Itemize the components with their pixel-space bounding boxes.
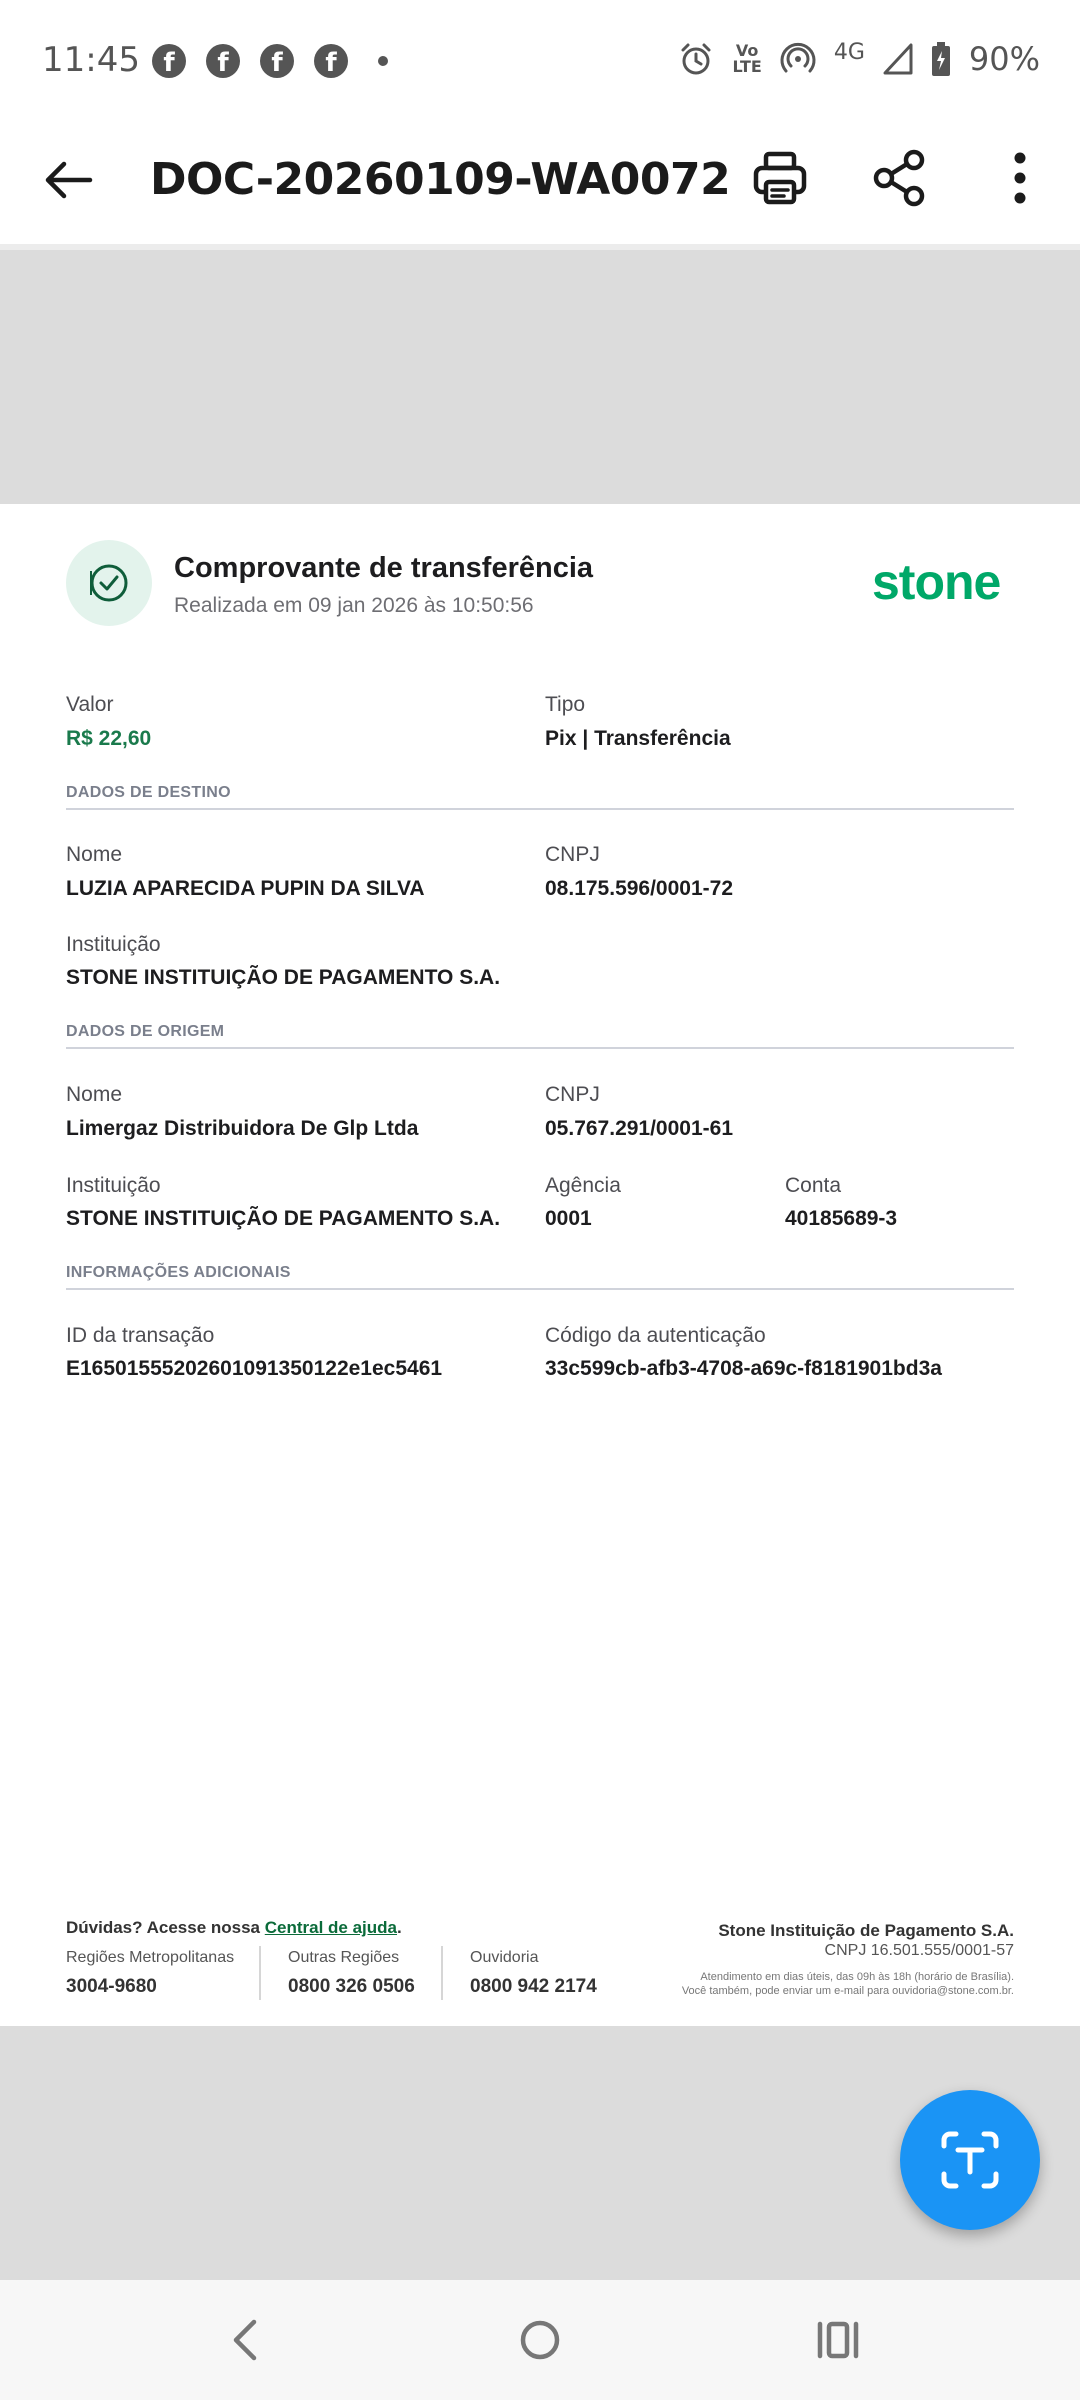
destino-nome-value: LUZIA APARECIDA PUPIN DA SILVA [66,877,425,900]
back-button[interactable] [38,150,98,210]
ouvidoria-label: Ouvidoria [470,1949,539,1966]
more-vert-icon [990,146,1050,210]
help-prefix: Dúvidas? Acesse nossa [66,1918,265,1937]
destino-instituicao-value: STONE INSTITUIÇÃO DE PAGAMENTO S.A. [66,966,501,989]
auth-code-value: 33c599cb-afb3-4708-a69c-f8181901bd3a [545,1357,942,1380]
stone-logo: stone [872,554,1001,610]
footer-divider [441,1946,443,2000]
tipo-value: Pix | Transferência [545,727,731,750]
battery-percent: 90% [968,40,1040,78]
check-circle-icon [66,540,152,626]
destino-cnpj-value: 08.175.596/0001-72 [545,877,734,900]
footer-divider [259,1946,261,2000]
battery-charging-icon [931,42,951,76]
viewer-background [0,250,1080,504]
receipt-heading: Comprovante de transferência [174,552,594,584]
facebook-notification-icon: f [260,44,294,78]
outras-label: Outras Regiões [288,1949,400,1966]
check-icon [66,540,152,626]
metro-number: 3004-9680 [66,1976,157,1997]
hotspot-icon [780,41,816,77]
origem-agencia-value: 0001 [545,1207,592,1230]
section-divider [66,1047,1014,1049]
text-recognition-button[interactable] [900,2090,1040,2230]
text-scan-icon [900,2090,1040,2230]
facebook-notification-icon: f [314,44,348,78]
destino-instituicao-label: Instituição [66,933,161,956]
receipt-date: Realizada em 09 jan 2026 às 10:50:56 [174,594,534,617]
status-bar [0,0,1080,120]
arrow-left-icon [38,150,98,210]
ouvidoria-number: 0800 942 2174 [470,1976,597,1997]
metro-label: Regiões Metropolitanas [66,1949,235,1966]
origem-nome-value: Limergaz Distribuidora De Glp Ltda [66,1117,419,1140]
nav-back-button[interactable] [216,2310,276,2370]
document-title: DOC-20260109-WA0072 [150,154,731,205]
valor-label: Valor [66,693,114,716]
printer-icon [748,146,812,210]
home-circle-icon [510,2310,570,2370]
recents-icon [808,2310,868,2370]
nav-recents-button[interactable] [808,2310,868,2370]
origem-instituicao-label: Instituição [66,1174,161,1197]
chevron-left-icon [216,2310,276,2370]
facebook-notification-icon: f [206,44,240,78]
company-cnpj: CNPJ 16.501.555/0001-57 [824,1942,1014,1959]
section-divider [66,808,1014,810]
section-origem: DADOS DE ORIGEM [66,1023,225,1040]
status-indicators [678,40,1040,78]
app-bar [0,120,1080,240]
volte-icon: Vo LTE [732,41,762,76]
more-options-button[interactable] [990,146,1050,210]
share-button[interactable] [868,146,932,210]
section-divider [66,1288,1014,1290]
help-text [66,1918,402,1938]
help-suffix: . [397,1918,402,1937]
signal-icon [883,43,913,75]
origem-cnpj-value: 05.767.291/0001-61 [545,1117,734,1140]
alarm-icon [678,41,714,77]
help-center-link[interactable]: Central de ajuda [264,1918,398,1937]
share-icon [868,146,932,210]
transaction-id-label: ID da transação [66,1324,215,1347]
print-button[interactable] [748,146,812,210]
notification-icons [152,44,388,78]
network-type: 4G [833,39,865,65]
auth-code-label: Código da autenticação [545,1324,766,1347]
origem-agencia-label: Agência [545,1174,621,1197]
section-destino: DADOS DE DESTINO [66,784,231,801]
more-notifications-dot-icon [378,56,388,66]
valor-value: R$ 22,60 [66,727,152,750]
origem-instituicao-value: STONE INSTITUIÇÃO DE PAGAMENTO S.A. [66,1207,501,1230]
company-name: Stone Instituição de Pagamento S.A. [718,1921,1014,1940]
tipo-label: Tipo [545,693,586,716]
facebook-notification-icon: f [152,44,186,78]
origem-nome-label: Nome [66,1083,123,1106]
origem-conta-label: Conta [785,1174,842,1197]
service-hours-note: Atendimento em dias úteis, das 09h às 18h (horário de Brasília). Você também, pode enviar um e-mail para ouvidoria@stone.com.br. [681,1971,1014,1997]
origem-conta-value: 40185689-3 [785,1207,898,1230]
status-time: 11:45 [42,40,140,80]
nav-home-button[interactable] [510,2310,570,2370]
transaction-id-value: E16501555202601091350122e1ec5461 [66,1357,443,1380]
destino-cnpj-label: CNPJ [545,843,600,866]
outras-number: 0800 326 0506 [288,1976,415,1997]
origem-cnpj-label: CNPJ [545,1083,600,1106]
destino-nome-label: Nome [66,843,123,866]
system-navigation-bar [0,2280,1080,2400]
section-adicionais: INFORMAÇÕES ADICIONAIS [66,1264,291,1281]
